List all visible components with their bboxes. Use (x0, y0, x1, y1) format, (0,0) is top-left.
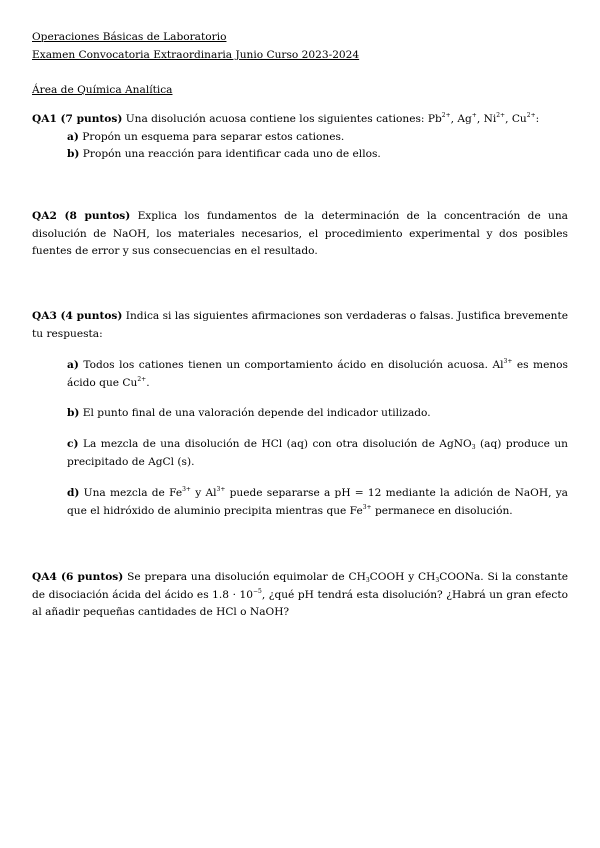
ka-exponent: −5 (252, 587, 262, 595)
ni-ion: , Ni (476, 113, 497, 125)
cu-charge: 2+ (526, 112, 536, 119)
pb-charge: 2+ (441, 112, 451, 119)
qa3-c-text2: (aq) produce un precipitado de AgCl (s). (67, 438, 568, 468)
area-title: Área de Química Analítica (32, 84, 173, 96)
qa3-part-d (67, 485, 568, 520)
qa3-d-text4: permanece en disolución. (371, 504, 513, 517)
agno3-subscript: 3 (471, 444, 476, 451)
qa3-d-text2: y Al (190, 487, 217, 499)
cu-charge-qa3: 2+ (137, 375, 147, 383)
qa3-text: Indica si las siguientes afirmaciones son verdaderas o falsas. Justifica brevemente tu respuesta: (32, 310, 569, 340)
qa2-text: Explica los fundamentos de la determinación de la concentración de una disolución de NaOH, los materiales necesarios, el procedimiento experimental y dos posibles fuentes de error y sus consecuencias en el resultado. (32, 210, 568, 257)
qa3-d-text3: puede separarse a pH = 12 mediante la adición de NaOH, ya que el hidróxido de aluminio precipita mientras que Fe (67, 487, 568, 517)
question-qa2 (32, 208, 568, 261)
qa1-b-text: Propón una reacción para identificar cada uno de ellos. (82, 148, 381, 160)
ch3-subscript-1: 3 (365, 577, 370, 584)
exam-title: Examen Convocatoria Extraordinaria Junio Curso 2023-2024 (32, 48, 360, 61)
qa1-a-text: Propón un esquema para separar estos cationes. (82, 130, 345, 143)
qa3-c-text1: La mezcla de una disolución de HCl (aq) con otra disolución de AgNO (82, 438, 472, 450)
qa3-label: QA3 (4 puntos) (32, 310, 123, 322)
qa1-text: Una disolución acuosa contiene los siguientes cationes: Pb (125, 113, 442, 125)
ni-charge: 2+ (496, 112, 506, 119)
qa3-a-label: a) (67, 359, 79, 371)
qa3-a-end: . (146, 376, 150, 389)
document-header (32, 29, 572, 64)
course-title: Operaciones Básicas de Laboratorio (32, 31, 227, 43)
qa3-part-a (67, 357, 568, 392)
qa2-label: QA2 (8 puntos) (32, 210, 131, 222)
qa1-b-label: b) (67, 148, 80, 160)
al-charge: 3+ (503, 358, 513, 365)
qa4-label: QA4 (6 puntos) (32, 571, 124, 583)
ag-ion: , Ag (450, 113, 472, 125)
al-charge-d: 3+ (216, 486, 226, 493)
fe-charge-2: 3+ (362, 503, 372, 511)
fe-charge: 3+ (182, 486, 191, 493)
qa1-a-label: a) (67, 130, 79, 143)
qa3-a-text2: es menos ácido que Cu (67, 359, 568, 389)
qa4-text2: COOH y CH (369, 571, 436, 583)
qa3-a-text1: Todos los cationes tienen un comportamiento ácido en disolución acuosa. Al (83, 359, 504, 371)
qa4-text1: Se prepara una disolución equimolar de CH (127, 571, 366, 583)
qa3-b-text: El punto final de una valoración depende del indicador utilizado. (82, 407, 431, 419)
qa1-statement (32, 111, 568, 129)
qa3-c-label: c) (67, 438, 79, 450)
ag-charge: + (471, 112, 477, 119)
qa1-colon: : (535, 113, 540, 125)
qa3-d-text1: Una mezcla de Fe (83, 487, 183, 499)
question-qa4 (32, 569, 568, 622)
qa3-part-c (67, 436, 568, 471)
question-qa1 (32, 111, 568, 164)
qa1-label: QA1 (7 puntos) (32, 113, 123, 125)
qa4-text3: COONa. Si la constante de disociación ácida del ácido es 1.8 · 10 (32, 571, 569, 601)
ch3-subscript-2: 3 (435, 577, 440, 584)
cu-ion: , Cu (505, 113, 527, 125)
qa3-part-b (67, 405, 568, 423)
qa4-text4: , ¿qué pH tendrá esta disolución? ¿Habrá un gran efecto al añadir pequeñas cantidades de HCl o NaOH? (32, 588, 568, 618)
qa1-part-a (32, 129, 568, 147)
question-qa3 (32, 308, 568, 343)
qa3-b-label: b) (67, 407, 80, 419)
qa3-d-label: d) (67, 487, 80, 499)
qa1-part-b (32, 146, 568, 164)
